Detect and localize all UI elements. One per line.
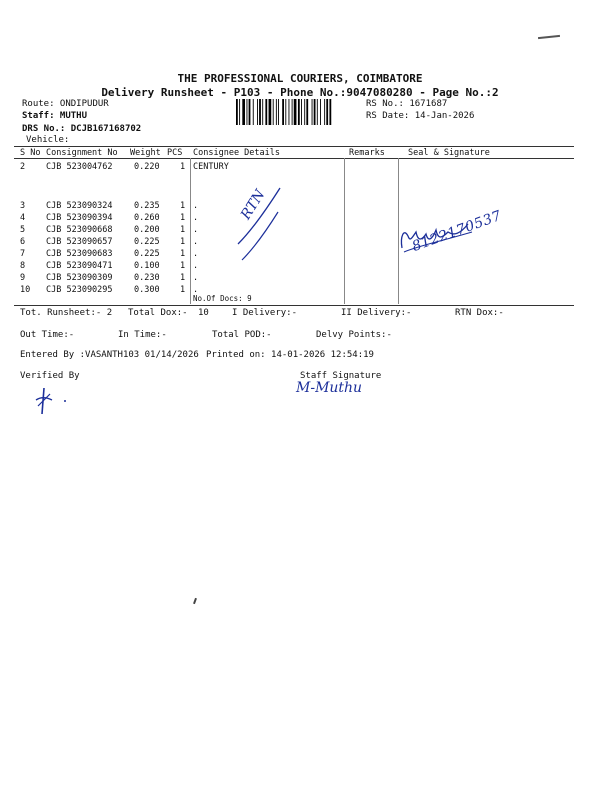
row-weight: 0.260 <box>134 213 160 223</box>
row-weight: 0.230 <box>134 273 160 283</box>
row-consignment-no: CJB 523090394 <box>46 213 113 223</box>
row-weight: 0.225 <box>134 237 160 247</box>
total-pod: Total POD:- <box>212 330 272 340</box>
row-weight: 0.225 <box>134 249 160 259</box>
scan-speck <box>193 598 197 604</box>
row-sno: 2 <box>20 162 26 172</box>
table-top-rule <box>14 146 574 147</box>
delvy-points: Delvy Points:- <box>316 330 392 340</box>
row-consignment-no: CJB 523004762 <box>46 162 113 172</box>
out-time: Out Time:- <box>20 330 75 340</box>
staff-label: Staff: MUTHU <box>22 111 88 121</box>
column-divider <box>190 158 191 304</box>
scan-speck <box>538 35 560 39</box>
verified-by-label: Verified By <box>20 371 80 381</box>
row-consignee: . <box>193 249 199 259</box>
row-weight: 0.235 <box>134 201 160 211</box>
row-consignee: . <box>193 237 199 247</box>
entered-by: Entered By :VASANTH103 01/14/2026 <box>20 350 199 360</box>
row-pcs: 1 <box>180 162 186 172</box>
row-sno: 5 <box>20 225 26 235</box>
row-sno: 9 <box>20 273 26 283</box>
row-consignment-no: CJB 523090657 <box>46 237 113 247</box>
row-sno: 4 <box>20 213 26 223</box>
table-header-rule <box>14 158 574 159</box>
row-consignee: . <box>193 273 199 283</box>
in-time: In Time:- <box>118 330 167 340</box>
row-consignee: . <box>193 225 199 235</box>
row-consignment-no: CJB 523090471 <box>46 261 113 271</box>
printed-on: Printed on: 14-01-2026 12:54:19 <box>206 350 374 360</box>
row-pcs: 1 <box>180 201 186 211</box>
row-consignment-no: CJB 523090668 <box>46 225 113 235</box>
total-dox-value: 10 <box>198 308 209 318</box>
no-of-docs: No.Of Docs: 9 <box>193 294 252 303</box>
row-consignment-no: CJB 523090324 <box>46 201 113 211</box>
vehicle-label: Vehicle: <box>26 135 70 145</box>
row-sno: 3 <box>20 201 26 211</box>
row-weight: 0.220 <box>134 162 160 172</box>
rtn-handwriting-text: RTN <box>238 186 269 223</box>
rtn-dox: RTN Dox:- <box>455 308 504 318</box>
col-header-remarks: Remarks <box>349 148 385 158</box>
tot-runsheet: Tot. Runsheet:- 2 <box>20 308 113 318</box>
col-header-sno: S No <box>20 148 41 158</box>
row-pcs: 1 <box>180 261 186 271</box>
col-header-consignee: Consignee Details <box>193 148 280 158</box>
company-name: THE PROFESSIONAL COURIERS, COIMBATORE <box>177 72 423 85</box>
row-pcs: 1 <box>180 249 186 259</box>
ii-delivery: II Delivery:- <box>341 308 412 318</box>
row-sno: 7 <box>20 249 26 259</box>
row-consignee: . <box>193 213 199 223</box>
rs-date: RS Date: 14-Jan-2026 <box>366 111 475 121</box>
row-consignee: . <box>193 261 199 271</box>
column-divider <box>344 158 345 304</box>
row-pcs: 1 <box>180 285 186 295</box>
row-consignee: . <box>193 201 199 211</box>
col-header-seal: Seal & Signature <box>408 148 490 158</box>
row-consignment-no: CJB 523090295 <box>46 285 113 295</box>
row-consignment-no: CJB 523090683 <box>46 249 113 259</box>
staff-signature-label: Staff Signature <box>300 371 382 381</box>
col-header-weight: Weight <box>130 148 161 158</box>
rs-number: RS No.: 1671687 <box>366 99 448 109</box>
table-bottom-rule <box>14 305 574 306</box>
row-sno: 6 <box>20 237 26 247</box>
total-dox-label: Total Dox:- <box>128 308 188 318</box>
row-sno: 8 <box>20 261 26 271</box>
row-consignee: . <box>193 285 199 295</box>
row-consignment-no: CJB 523090309 <box>46 273 113 283</box>
row-pcs: 1 <box>180 225 186 235</box>
barcode <box>236 99 362 125</box>
col-header-consignment: Consignment No <box>46 148 118 158</box>
row-consignee: CENTURY <box>193 162 229 172</box>
row-sno: 10 <box>20 285 31 295</box>
row-pcs: 1 <box>180 273 186 283</box>
staff-signature-ink: M-Muthu <box>296 380 363 396</box>
row-pcs: 1 <box>180 213 186 223</box>
route-label: Route: ONDIPUDUR <box>22 99 109 109</box>
row-pcs: 1 <box>180 237 186 247</box>
row-weight: 0.100 <box>134 261 160 271</box>
handwritten-phone: 8122170537 <box>410 207 504 256</box>
col-header-pcs: PCS <box>167 148 183 158</box>
verifier-initial-mark <box>34 386 74 416</box>
runsheet-title: Delivery Runsheet - P103 - Phone No.:9047080280 - Page No.:2 <box>101 86 499 99</box>
row-weight: 0.200 <box>134 225 160 235</box>
row-weight: 0.300 <box>134 285 160 295</box>
drs-number: DRS No.: DCJB167168702 <box>22 124 142 134</box>
i-delivery: I Delivery:- <box>232 308 298 318</box>
